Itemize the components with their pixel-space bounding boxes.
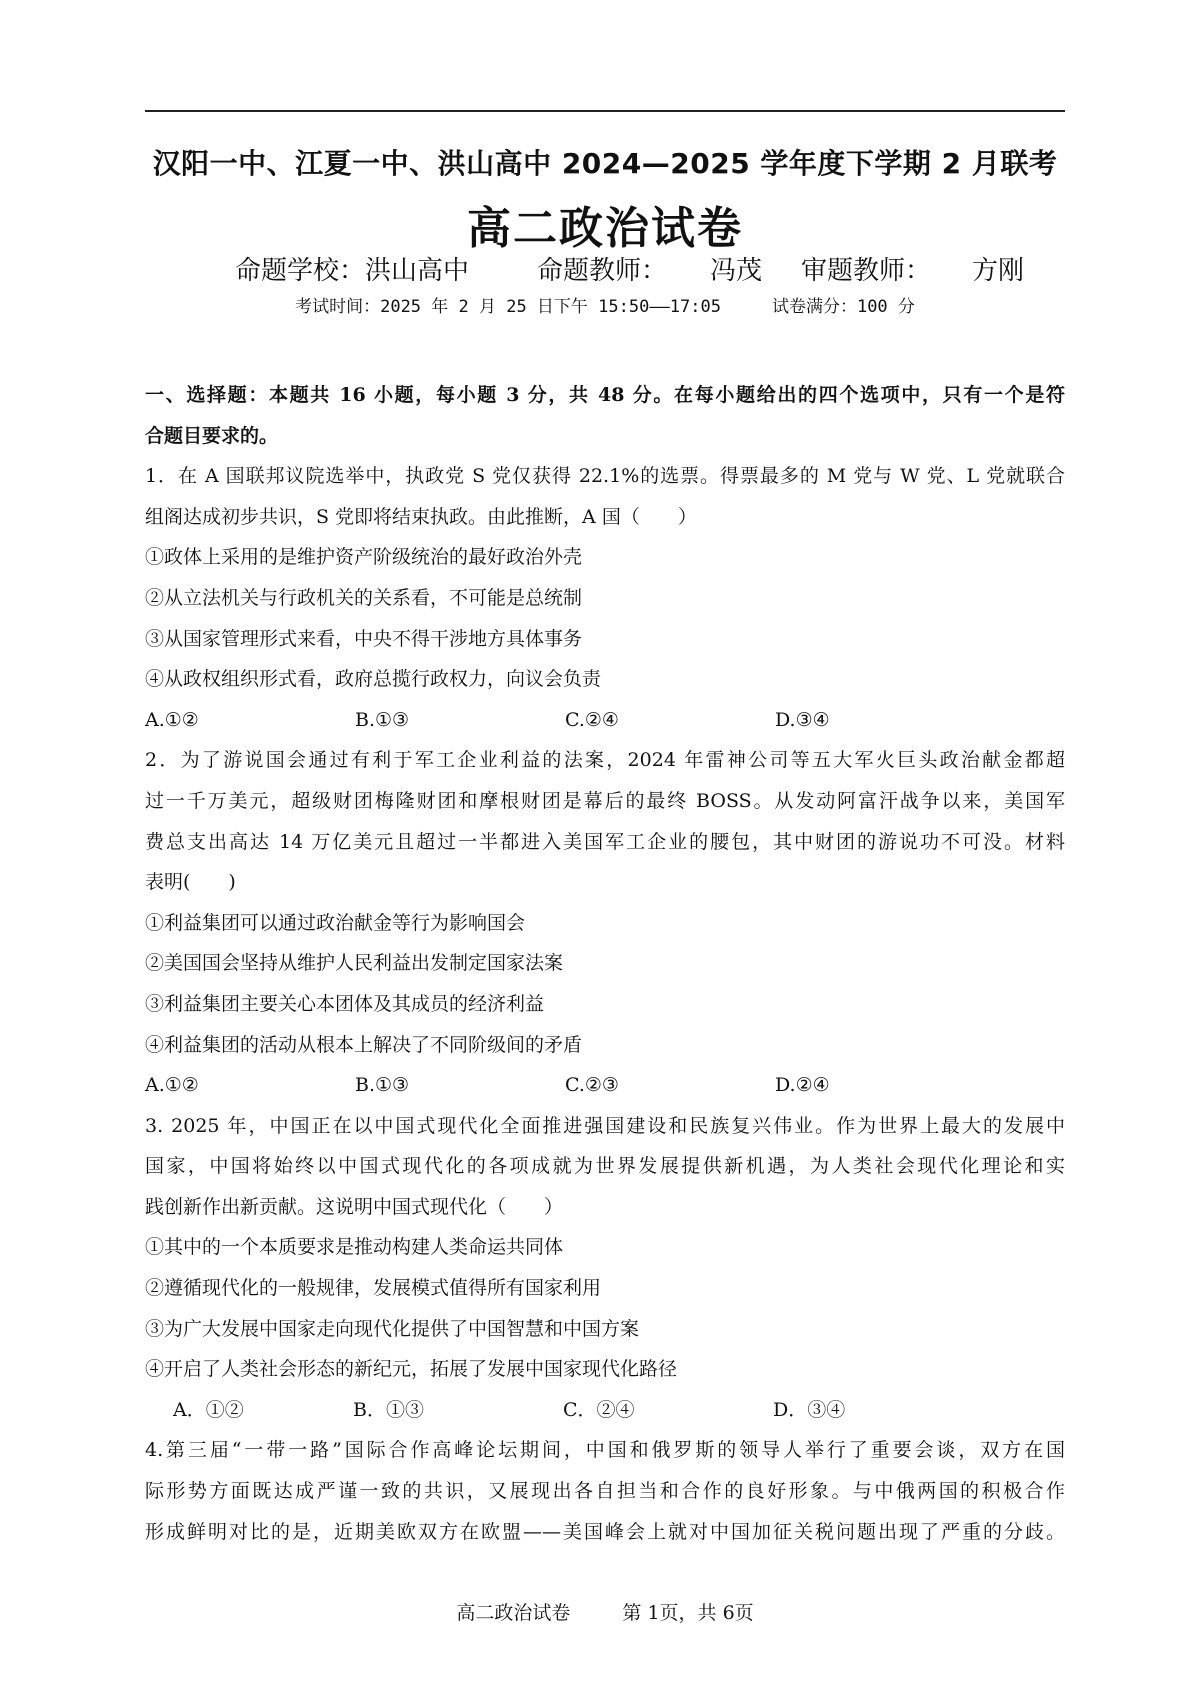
option-c: C．②④ bbox=[563, 1398, 635, 1421]
option-a: A．①② bbox=[173, 1398, 244, 1421]
question-stem: 3. 2025 年，中国正在以中国式现代化全面推进强国建设和民族复兴伟业。作为世界上最大的发展中 bbox=[145, 1114, 1065, 1137]
statement: ②美国国会坚持从维护人民利益出发制定国家法案 bbox=[145, 952, 564, 975]
question-stem: 际形势方面既达成严谨一致的共识，又展现出各自担当和合作的良好形象。与中俄两国的积极合作 bbox=[145, 1480, 1065, 1503]
question-stem: 2．为了游说国会通过有利于军工企业利益的法案，2024 年雷神公司等五大军火巨头政治献金都超 bbox=[145, 749, 1065, 772]
subject-title: 高二政治试卷 bbox=[467, 203, 743, 254]
statement: ①利益集团可以通过政治献金等行为影响国会 bbox=[145, 911, 526, 934]
statement: ②遵循现代化的一般规律，发展模式值得所有国家利用 bbox=[145, 1277, 602, 1300]
option-c: C.②③ bbox=[565, 1074, 619, 1097]
option-b: B．①③ bbox=[353, 1398, 424, 1421]
question-stem: 费总支出高达 14 万亿美元且超过一半都进入美国军工企业的腰包，其中财团的游说功不可没。材料 bbox=[145, 830, 1065, 853]
question-stem: 1．在 A 国联邦议院选举中，执政党 S 党仅获得 22.1%的选票。得票最多的 M 党与 W 党、L 党就联合 bbox=[145, 465, 1065, 488]
answer-options bbox=[145, 700, 1065, 741]
statement: ①政体上采用的是维护资产阶级统治的最好政治外壳 bbox=[145, 546, 583, 569]
question-stem: 组阁达成初步共识，S 党即将结束执政。由此推断，A 国（ ） bbox=[145, 505, 697, 528]
question-stem: 形成鲜明对比的是，近期美欧双方在欧盟——美国峰会上就对中国加征关税问题出现了严重的分歧。 bbox=[145, 1520, 1065, 1543]
exam-body bbox=[145, 375, 1065, 1552]
option-b: B.①③ bbox=[355, 1074, 410, 1097]
option-a: A.①② bbox=[145, 1074, 199, 1097]
author-label: 命题教师： bbox=[537, 256, 668, 286]
option-b: B.①③ bbox=[355, 708, 410, 731]
school-label: 命题学校：洪山高中 bbox=[235, 256, 470, 286]
option-d: D.②④ bbox=[775, 1074, 830, 1097]
statement: ③利益集团主要关心本团体及其成员的经济利益 bbox=[145, 992, 545, 1015]
statement: ②从立法机关与行政机关的关系看，不可能是总统制 bbox=[145, 586, 583, 609]
reviewer-name: 方刚 bbox=[972, 256, 1025, 286]
option-d: D.③④ bbox=[775, 708, 830, 731]
question-stem: 4.第三届“一带一路”国际合作高峰论坛期间，中国和俄罗斯的领导人举行了重要会谈，双方在国 bbox=[145, 1439, 1065, 1462]
option-c: C.②④ bbox=[565, 708, 619, 731]
exam-meta: 考试时间：2025 年 2 月 25 日下午 15:50——17:05 试卷满分：100 分 bbox=[295, 297, 915, 317]
exam-title: 汉阳一中、江夏一中、洪山高中 2024—2025 学年度下学期 2 月联考 bbox=[152, 147, 1058, 180]
statement: ④从政权组织形式看，政府总揽行政权力，向议会负责 bbox=[145, 668, 602, 691]
section-heading: 合题目要求的。 bbox=[145, 424, 279, 447]
answer-options bbox=[145, 1390, 1065, 1431]
statement: ③为广大发展中国家走向现代化提供了中国智慧和中国方案 bbox=[145, 1317, 640, 1340]
question-stem: 践创新作出新贡献。这说明中国式现代化（ ） bbox=[145, 1195, 564, 1218]
reviewer-label: 审题教师： bbox=[801, 256, 932, 286]
question-stem: 国家，中国将始终以中国式现代化的各项成就为世界发展提供新机遇，为人类社会现代化理论和实 bbox=[145, 1155, 1065, 1178]
statement: ④开启了人类社会形态的新纪元，拓展了发展中国家现代化路径 bbox=[145, 1358, 678, 1381]
question-stem: 表明( ) bbox=[145, 871, 236, 894]
section-heading: 一、选择题：本题共 16 小题，每小题 3 分，共 48 分。在每小题给出的四个选项中，只有一个是符 bbox=[145, 384, 1065, 406]
option-a: A.①② bbox=[145, 708, 199, 731]
author-name: 冯茂 bbox=[710, 256, 763, 286]
header-rule bbox=[145, 110, 1065, 112]
page-footer bbox=[145, 1598, 1065, 1625]
question-stem: 过一千万美元，超级财团梅隆财团和摩根财团是幕后的最终 BOSS。从发动阿富汗战争以来，美国军 bbox=[145, 789, 1065, 812]
statement: ③从国家管理形式来看，中央不得干涉地方具体事务 bbox=[145, 627, 583, 650]
answer-options bbox=[145, 1065, 1065, 1106]
statement: ④利益集团的活动从根本上解决了不同阶级间的矛盾 bbox=[145, 1033, 583, 1056]
footer-subject: 高二政治试卷 bbox=[456, 1602, 571, 1624]
footer-page-number: 第 1页，共 6页 bbox=[622, 1602, 754, 1624]
statement: ①其中的一个本质要求是推动构建人类命运共同体 bbox=[145, 1236, 564, 1259]
option-d: D．③④ bbox=[773, 1398, 846, 1421]
